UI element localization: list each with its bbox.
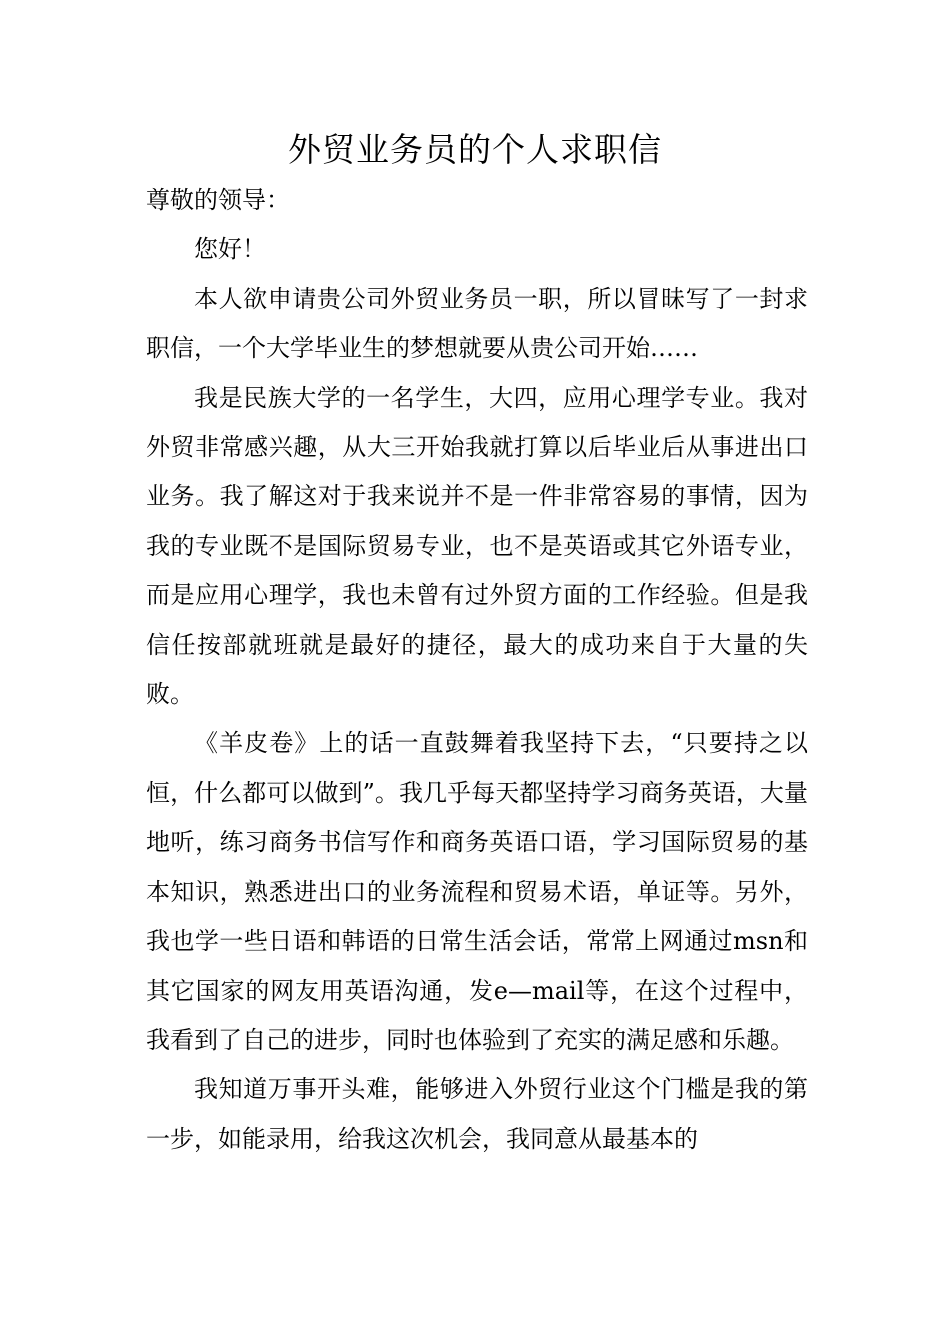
paragraph-background: 我是民族大学的一名学生，大四，应用心理学专业。我对外贸非常感兴趣，从大三开始我就打算以后毕业后从事进出口业务。我了解这对于我来说并不是一件非常容易的事情，因为我的专业既不是国际贸易专业，也不是英语或其它外语专业，而是应用心理学，我也未曾有过外贸方面的工作经验。但是我信任按部就班就是最好的捷径，最大的成功来自于大量的失败。 bbox=[146, 383, 808, 709]
document-body bbox=[146, 176, 808, 1164]
salutation: 尊敬的领导： bbox=[146, 186, 290, 214]
paragraph-study: 《羊皮卷》上的话一直鼓舞着我坚持下去，“只要持之以恒，什么都可以做到”。我几乎每天都坚持学习商务英语，大量地听，练习商务书信写作和商务英语口语，学习国际贸易的基本知识，熟悉进出口的业务流程和贸易术语，单证等。另外，我也学一些日语和韩语的日常生活会话，常常上网通过msn和其它国家的网友用英语沟通，发e—mail等，在这个过程中，我看到了自己的进步，同时也体验到了充实的满足感和乐趣。 bbox=[146, 729, 808, 1054]
paragraph-closing: 我知道万事开头难，能够进入外贸行业这个门槛是我的第一步，如能录用，给我这次机会，我同意从最基本的 bbox=[146, 1075, 808, 1153]
document-title: 外贸业务员的个人求职信 bbox=[288, 130, 662, 169]
paragraph-intro: 本人欲申请贵公司外贸业务员一职，所以冒昧写了一封求职信，一个大学毕业生的梦想就要从贵公司开始…… bbox=[146, 284, 808, 363]
paragraph-greeting: 您好！ bbox=[194, 235, 266, 264]
